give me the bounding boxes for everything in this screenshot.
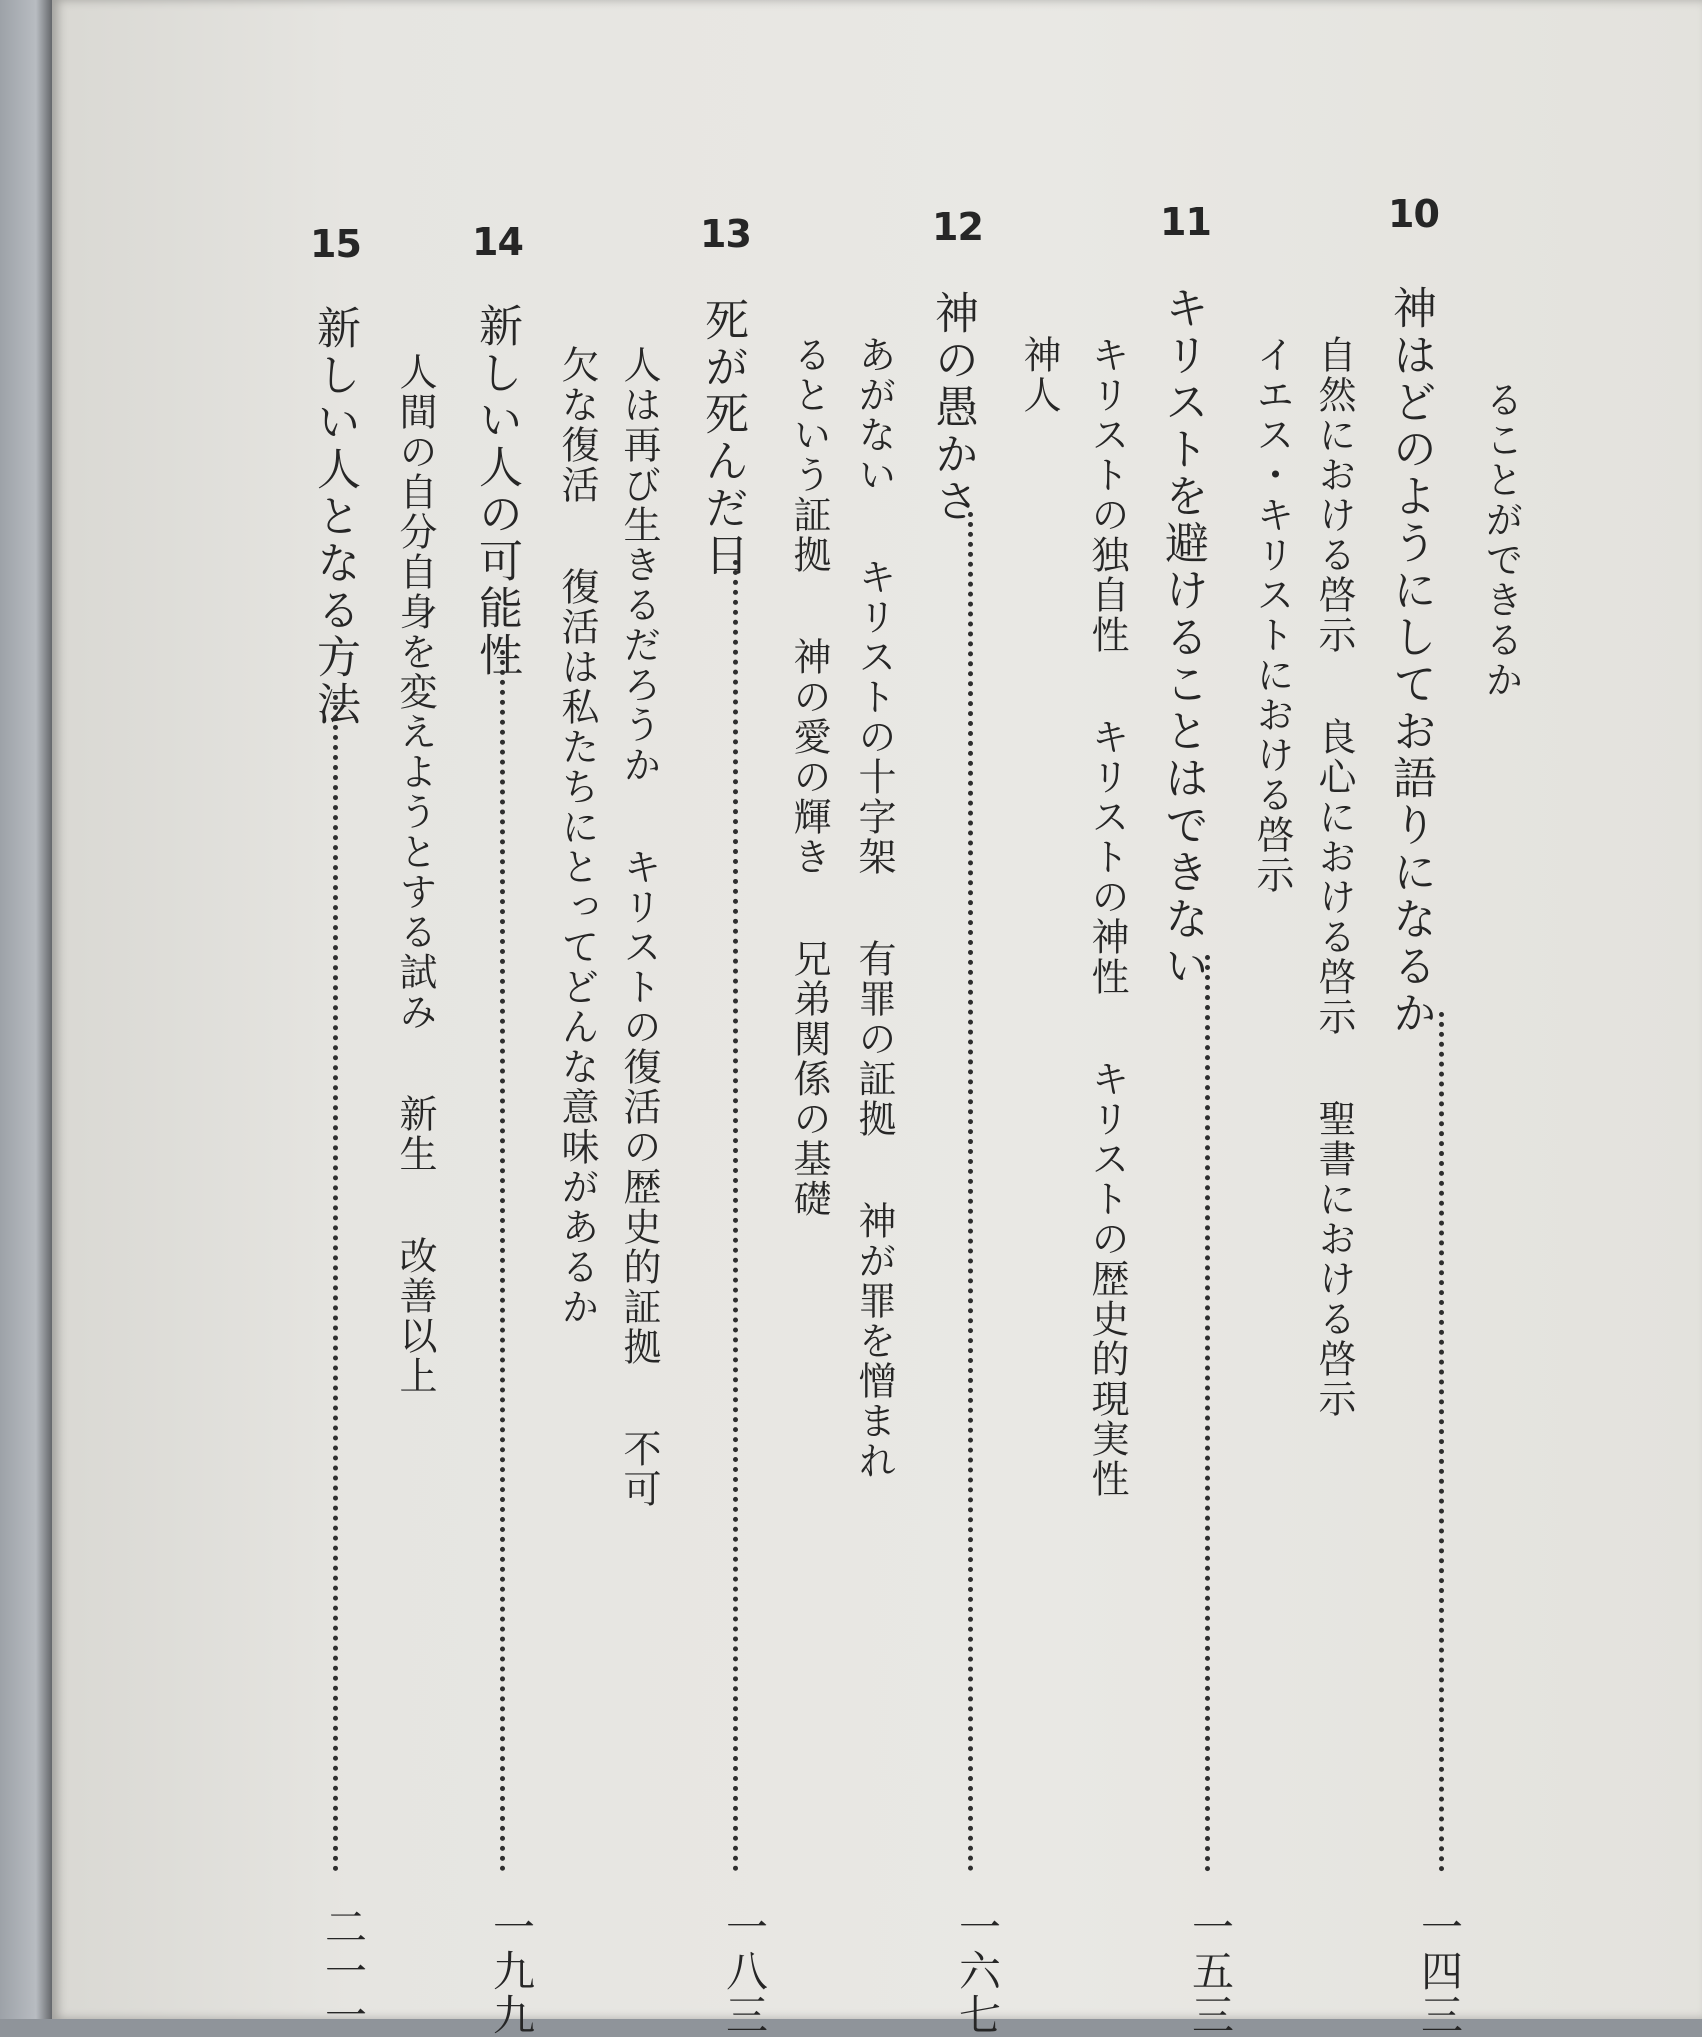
page-number: 一六七 bbox=[953, 1905, 1002, 2037]
topic: 良心における啓示 bbox=[1312, 717, 1356, 1037]
topic: 神が罪を憎まれ bbox=[852, 1201, 896, 1481]
chapter-title: 神の愚かさ bbox=[927, 290, 978, 525]
dot-leader bbox=[1205, 955, 1210, 1872]
page-number: 一四三 bbox=[1415, 1905, 1464, 2037]
topic: 有罪の証拠 bbox=[852, 939, 896, 1139]
topic: キリストの十字架 bbox=[852, 557, 896, 877]
dot-leader bbox=[500, 650, 505, 1872]
topic: 人は再び生きるだろうか bbox=[617, 345, 661, 785]
chapter-topics-line bbox=[1312, 335, 1356, 1419]
topic: 神人 bbox=[1017, 335, 1061, 415]
topic: 改善以上 bbox=[393, 1236, 437, 1396]
topic: キリストの独自性 bbox=[1085, 335, 1129, 655]
dot-leader bbox=[968, 512, 973, 1872]
page-number: 二一一 bbox=[319, 1905, 368, 2037]
chapter-topics-line bbox=[1017, 335, 1061, 415]
topic: イエス・キリストにおける啓示 bbox=[1250, 335, 1294, 895]
chapter-title: 死が死んだ日 bbox=[697, 297, 748, 579]
topic: るという証拠 bbox=[787, 335, 831, 575]
topic: 復活は私たちにとってどんな意味があるか bbox=[555, 567, 599, 1327]
page-number: 一五三 bbox=[1186, 1905, 1235, 2037]
chapter-topics-line bbox=[617, 345, 661, 1509]
chapter-number: 12 bbox=[932, 205, 983, 249]
topic: 自然における啓示 bbox=[1312, 335, 1356, 655]
topic: キリストの神性 bbox=[1085, 717, 1129, 997]
chapter-title: 新しい人の可能性 bbox=[471, 303, 522, 679]
topic: あがない bbox=[852, 335, 896, 495]
chapter-number: 10 bbox=[1388, 192, 1439, 236]
chapter-title: 神はどのようにしてお語りになるか bbox=[1385, 285, 1436, 1037]
chapter-topics-line bbox=[555, 345, 599, 1327]
chapter-number: 15 bbox=[310, 222, 361, 266]
dot-leader bbox=[733, 560, 738, 1872]
chapter-number: 14 bbox=[472, 220, 523, 264]
topic: キリストの復活の歴史的証拠 bbox=[617, 847, 661, 1367]
page-number: 一九九 bbox=[487, 1905, 536, 2037]
topic: 兄弟関係の基礎 bbox=[787, 939, 831, 1219]
chapter-topics-line bbox=[1250, 335, 1294, 895]
dot-leader bbox=[1439, 1012, 1444, 1872]
topic: 新生 bbox=[393, 1094, 437, 1174]
page-number: 一八三 bbox=[720, 1905, 769, 2037]
chapter-topics-line bbox=[393, 352, 437, 1396]
topic: 神の愛の輝き bbox=[787, 637, 831, 877]
chapter-number: 11 bbox=[1160, 200, 1211, 244]
chapter-title: 新しい人となる方法 bbox=[309, 305, 360, 728]
chapter-number: 13 bbox=[700, 212, 751, 256]
dot-leader bbox=[333, 695, 338, 1872]
chapter-topics-line bbox=[787, 335, 831, 1219]
topic: 不可 bbox=[617, 1429, 661, 1509]
topic: 人間の自分自身を変えようとする試み bbox=[393, 352, 437, 1032]
topic: 聖書における啓示 bbox=[1312, 1099, 1356, 1419]
topic: 欠な復活 bbox=[555, 345, 599, 505]
chapter-topics-line bbox=[1085, 335, 1129, 1499]
continued-topic-line: ることができるか bbox=[1479, 380, 1523, 700]
topic: キリストの歴史的現実性 bbox=[1085, 1059, 1129, 1499]
chapter-title: キリストを避けることはできない bbox=[1157, 285, 1208, 990]
chapter-topics-line bbox=[852, 335, 896, 1481]
